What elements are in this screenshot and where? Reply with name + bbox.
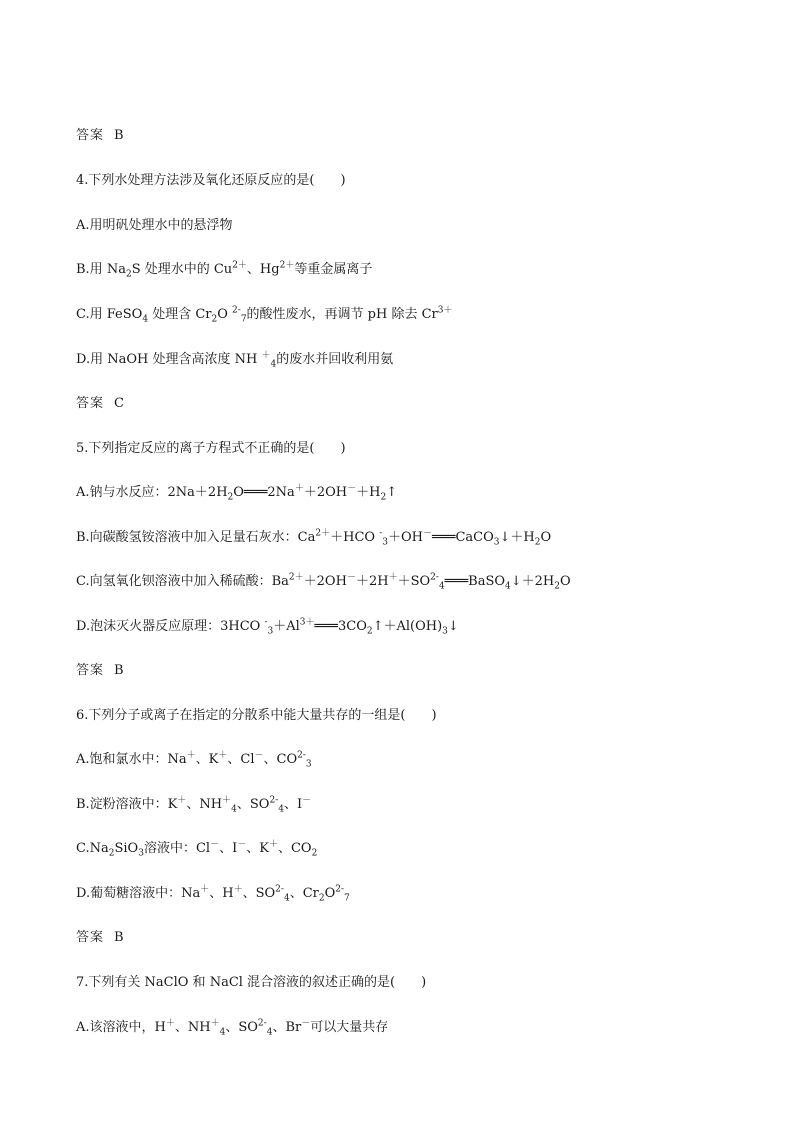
subscript-text: 2 bbox=[125, 269, 132, 280]
subscript-text: 2 bbox=[318, 893, 325, 904]
superscript-text: － bbox=[210, 839, 220, 850]
text-run: SiO bbox=[114, 841, 139, 856]
text-run: 、CO bbox=[263, 752, 298, 767]
superscript-text: － bbox=[422, 528, 432, 539]
question-4: 4.下列水处理方法涉及氧化还原反应的是( ) bbox=[76, 173, 346, 188]
superscript-text: 2＋ bbox=[288, 572, 304, 583]
subscript-text: 4 bbox=[142, 314, 149, 325]
superscript-text: 2- bbox=[257, 1018, 267, 1029]
question-5-option-a bbox=[76, 485, 397, 501]
answer-line bbox=[76, 930, 124, 946]
subscript-text: 7 bbox=[240, 314, 247, 325]
subscript-text: 4 bbox=[231, 804, 237, 815]
superscript-text: ＋ bbox=[261, 350, 271, 361]
text-run: ＋2OH bbox=[303, 574, 347, 589]
question-6-option-c bbox=[76, 841, 317, 857]
text-run: ＋HCO bbox=[330, 530, 380, 545]
text-run: ＋H bbox=[356, 485, 381, 500]
text-run: 、K bbox=[246, 841, 269, 856]
superscript-text: ＋ bbox=[388, 572, 398, 583]
text-run: 可以大量共存 bbox=[310, 1020, 389, 1035]
text-run: 等重金属离子 bbox=[294, 262, 373, 277]
question-7: 7.下列有关 NaClO 和 NaCl 混合溶液的叙述正确的是( ) bbox=[76, 975, 427, 990]
subscript-text: 3 bbox=[267, 626, 274, 637]
subscript-text: 4 bbox=[266, 1027, 273, 1038]
superscript-text: ＋ bbox=[222, 795, 232, 806]
text-run: O bbox=[560, 574, 571, 589]
subscript-text: 2 bbox=[227, 492, 234, 503]
subscript-text: 3 bbox=[305, 759, 312, 770]
question-6: 6.下列分子或离子在指定的分散系中能大量共存的一组是( ) bbox=[76, 708, 437, 723]
text-run: ↑＋Al(OH) bbox=[372, 619, 443, 634]
text-run: O bbox=[324, 886, 336, 901]
superscript-text: - bbox=[264, 617, 268, 628]
text-run: C.Na bbox=[76, 841, 109, 856]
superscript-text: ＋ bbox=[210, 1018, 220, 1029]
subscript-text: 3 bbox=[493, 537, 500, 548]
answer-value: C bbox=[114, 396, 124, 411]
question-6-option-a bbox=[76, 752, 312, 768]
subscript-text: 7 bbox=[344, 893, 350, 904]
text-run: ═══3CO bbox=[314, 619, 367, 634]
subscript-text: 2 bbox=[366, 626, 373, 637]
question-5-option-d bbox=[76, 619, 459, 635]
text-run: ═══CaCO bbox=[432, 530, 494, 545]
text-run: ＋2H bbox=[355, 574, 389, 589]
answer-label: 答案 bbox=[76, 663, 105, 678]
superscript-text: － bbox=[347, 483, 357, 494]
answer-value: B bbox=[114, 663, 124, 678]
question-5: 5.下列指定反应的离子方程式不正确的是( ) bbox=[76, 441, 346, 456]
subscript-text: 2 bbox=[311, 848, 318, 859]
superscript-text: － bbox=[302, 795, 312, 806]
text-run: C.用 FeSO bbox=[76, 307, 143, 322]
subscript-text: 2 bbox=[211, 314, 218, 325]
subscript-text: 3 bbox=[442, 626, 448, 637]
subscript-text: 2 bbox=[380, 492, 387, 503]
text-run: A.钠与水反应：2Na＋2H bbox=[76, 485, 228, 500]
question-6-option-b bbox=[76, 797, 311, 813]
superscript-text: ＋ bbox=[165, 1018, 175, 1029]
text-run: 溶液中：Cl bbox=[143, 841, 211, 856]
text-run: D.葡萄糖溶液中：Na bbox=[76, 886, 201, 901]
superscript-text: － bbox=[237, 839, 247, 850]
question-4-option-a: A.用明矾处理水中的悬浮物 bbox=[76, 218, 233, 233]
text-run: 、NH bbox=[174, 1020, 211, 1035]
answer-value: B bbox=[114, 128, 124, 143]
subscript-text: 3 bbox=[138, 848, 144, 859]
question-5-option-b bbox=[76, 530, 551, 546]
text-run: 、NH bbox=[186, 797, 223, 812]
answer-label: 答案 bbox=[76, 128, 105, 143]
superscript-text: 2- bbox=[335, 884, 345, 895]
superscript-text: - bbox=[379, 528, 383, 539]
superscript-text: ＋ bbox=[218, 750, 228, 761]
superscript-text: ＋ bbox=[177, 795, 187, 806]
text-run: 、SO bbox=[236, 797, 270, 812]
text-run: 、SO bbox=[242, 886, 276, 901]
subscript-text: 4 bbox=[505, 581, 511, 592]
subscript-text: 4 bbox=[219, 1027, 226, 1038]
superscript-text: 3＋ bbox=[299, 617, 315, 628]
answer-value: B bbox=[114, 930, 124, 945]
text-run: ↓ bbox=[447, 619, 459, 634]
text-run: 处理含 Cr bbox=[148, 307, 212, 322]
question-6-option-d bbox=[76, 886, 350, 902]
answer-label: 答案 bbox=[76, 396, 105, 411]
text-run: 、CO bbox=[277, 841, 312, 856]
superscript-text: ＋ bbox=[294, 483, 304, 494]
answer-label: 答案 bbox=[76, 930, 105, 945]
superscript-text: 2＋ bbox=[232, 260, 247, 271]
answer-line bbox=[76, 396, 124, 412]
text-run: ＋OH bbox=[387, 530, 423, 545]
text-run: 、Cr bbox=[289, 886, 319, 901]
text-run: 的废水并回收利用氨 bbox=[276, 352, 394, 367]
superscript-text: 2- bbox=[430, 572, 439, 583]
superscript-text: 2- bbox=[297, 750, 306, 761]
text-run: 、H bbox=[209, 886, 234, 901]
superscript-text: ＋ bbox=[233, 884, 243, 895]
text-run: 、Br bbox=[272, 1020, 302, 1035]
text-run: ＋2OH bbox=[303, 485, 348, 500]
text-run: ↓＋H bbox=[499, 530, 535, 545]
subscript-text: 2 bbox=[534, 537, 541, 548]
text-run: ↑ bbox=[386, 485, 398, 500]
superscript-text: 2- bbox=[232, 305, 241, 316]
superscript-text: 2- bbox=[275, 884, 284, 895]
text-run: D.泡沫灭火器反应原理：3HCO bbox=[76, 619, 265, 634]
text-run: 、K bbox=[195, 752, 219, 767]
subscript-text: 4 bbox=[438, 581, 445, 592]
subscript-text: 3 bbox=[382, 537, 388, 548]
text-run: A.该溶液中，H bbox=[76, 1020, 166, 1035]
superscript-text: － bbox=[301, 1018, 311, 1029]
text-run: 、I bbox=[283, 797, 303, 812]
subscript-text: 4 bbox=[283, 893, 290, 904]
text-run: 、Hg bbox=[246, 262, 280, 277]
subscript-text: 2 bbox=[108, 848, 115, 859]
text-run: B.向碳酸氢铵溶液中加入足量石灰水：Ca bbox=[76, 530, 316, 545]
subscript-text: 2 bbox=[554, 581, 561, 592]
text-run: O bbox=[217, 307, 233, 322]
superscript-text: ＋ bbox=[268, 839, 278, 850]
subscript-text: 4 bbox=[270, 359, 277, 370]
question-7-option-a bbox=[76, 1020, 388, 1036]
text-run: 、SO bbox=[225, 1020, 258, 1035]
text-run: 、I bbox=[219, 841, 238, 856]
text-run: A.饱和氯水中：Na bbox=[76, 752, 187, 767]
text-run: B.用 Na bbox=[76, 262, 126, 277]
question-4-option-b bbox=[76, 262, 372, 278]
text-run: C.向氢氧化钡溶液中加入稀硫酸：Ba bbox=[76, 574, 289, 589]
superscript-text: － bbox=[254, 750, 264, 761]
superscript-text: － bbox=[346, 572, 356, 583]
text-run: ═══BaSO bbox=[444, 574, 506, 589]
answer-line bbox=[76, 128, 124, 144]
question-4-option-c bbox=[76, 307, 453, 323]
text-run: ↓＋2H bbox=[510, 574, 555, 589]
superscript-text: 2＋ bbox=[279, 260, 295, 271]
superscript-text: 3＋ bbox=[437, 305, 453, 316]
text-run: D.用 NaOH 处理含高浓度 NH bbox=[76, 352, 262, 367]
superscript-text: ＋ bbox=[200, 884, 210, 895]
superscript-text: 2- bbox=[269, 795, 279, 806]
superscript-text: ＋ bbox=[186, 750, 196, 761]
text-run: ＋SO bbox=[397, 574, 431, 589]
text-run: 的酸性废水，再调节 pH 除去 Cr bbox=[246, 307, 438, 322]
text-run: ＋Al bbox=[273, 619, 300, 634]
text-run: S 处理水中的 Cu bbox=[131, 262, 233, 277]
question-4-option-d bbox=[76, 352, 393, 368]
text-run: 、Cl bbox=[227, 752, 255, 767]
text-run: B.淀粉溶液中：K bbox=[76, 797, 178, 812]
superscript-text: 2＋ bbox=[315, 528, 331, 539]
text-run: O═══2Na bbox=[233, 485, 295, 500]
text-run: O bbox=[540, 530, 552, 545]
answer-line bbox=[76, 663, 124, 679]
subscript-text: 4 bbox=[278, 804, 284, 815]
question-5-option-c bbox=[76, 574, 571, 590]
